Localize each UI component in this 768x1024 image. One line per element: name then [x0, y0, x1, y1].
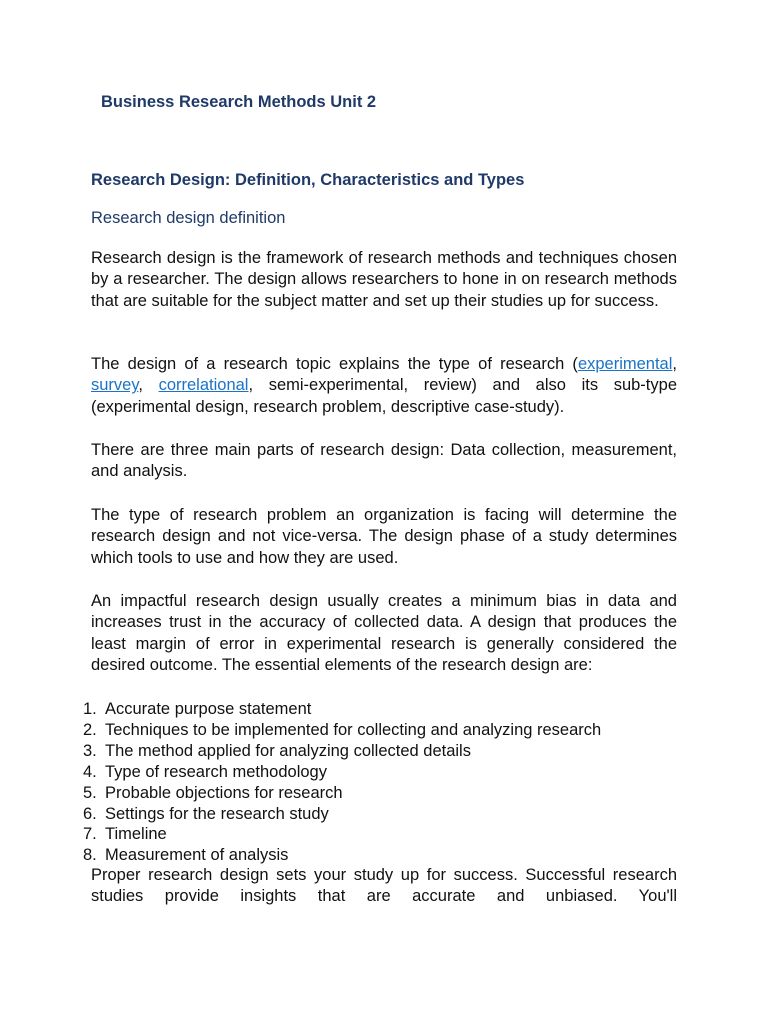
- list-item: [83, 720, 683, 741]
- list-item-text: Techniques to be implemented for collecting and analyzing research: [105, 720, 602, 739]
- list-item: [83, 741, 683, 762]
- list-item: [83, 699, 683, 720]
- list-item-number: 1.: [83, 700, 97, 718]
- list-item: [83, 783, 683, 804]
- link-survey[interactable]: survey: [91, 376, 139, 395]
- list-item-number: 8.: [83, 846, 97, 865]
- list-item-number: 4.: [83, 762, 97, 781]
- list-item: [83, 762, 683, 783]
- paragraph-types-text-end: , semi-experimental, review) and also its sub-type (experimental design, research problem, descriptive case-study).: [91, 376, 677, 416]
- list-item-number: 5.: [83, 783, 97, 802]
- list-item-number: 6.: [83, 804, 97, 823]
- link-correlational[interactable]: correlational: [158, 376, 249, 395]
- list-item-number: 2.: [83, 720, 97, 739]
- paragraph-types-text-start: The design of a research topic explains the type of research (: [91, 355, 578, 373]
- list-item-text: Timeline: [105, 825, 167, 844]
- paragraph-parts: There are three main parts of research design: Data collection, measurement, and analysis.: [91, 441, 677, 481]
- list-item: [83, 845, 683, 866]
- section-heading: Research Design: Definition, Characteristics and Types: [91, 171, 525, 189]
- elements-list: [83, 699, 683, 866]
- document-title: Business Research Methods Unit 2: [101, 93, 377, 111]
- paragraph-types-block: [91, 354, 677, 418]
- list-item-text: Probable objections for research: [105, 783, 343, 802]
- paragraph-parts-block: [91, 440, 677, 483]
- list-item-number: 7.: [83, 825, 97, 844]
- list-item-number: 3.: [83, 741, 97, 760]
- paragraph-impact: An impactful research design usually creates a minimum bias in data and increases trust in the accuracy of collected data. A design that produces the least margin of error in experimental research is generally considered the desired outcome. The essential elements of the research design are:: [91, 592, 677, 674]
- link-experimental[interactable]: experimental: [577, 355, 673, 373]
- separator: ,: [138, 376, 159, 395]
- separator: ,: [672, 355, 677, 373]
- subheading-definition: Research design definition: [91, 209, 286, 227]
- list-item-text: The method applied for analyzing collected details: [105, 741, 471, 760]
- list-item-text: Type of research methodology: [105, 762, 327, 781]
- list-item: [83, 804, 683, 825]
- paragraph-success-block: [91, 865, 677, 908]
- list-item-text: Measurement of analysis: [105, 846, 289, 865]
- list-item: [83, 824, 683, 845]
- list-item-text: Accurate purpose statement: [105, 700, 312, 718]
- paragraph-types: [91, 354, 677, 418]
- paragraph-success: Proper research design sets your study up for success. Successful research studies provide insights that are accurate and unbiased. You'll: [91, 866, 677, 906]
- list-item-text: Settings for the research study: [105, 804, 329, 823]
- paragraph-problem-block: [91, 505, 677, 569]
- paragraph-definition-block: [91, 248, 677, 312]
- paragraph-impact-block: [91, 591, 677, 676]
- paragraph-definition: Research design is the framework of research methods and techniques chosen by a researcher. The design allows researchers to hone in on research methods that are suitable for the subject matter and set up their studies up for success.: [91, 249, 677, 310]
- paragraph-problem: The type of research problem an organization is facing will determine the research design and not vice-versa. The design phase of a study determines which tools to use and how they are used.: [91, 506, 677, 567]
